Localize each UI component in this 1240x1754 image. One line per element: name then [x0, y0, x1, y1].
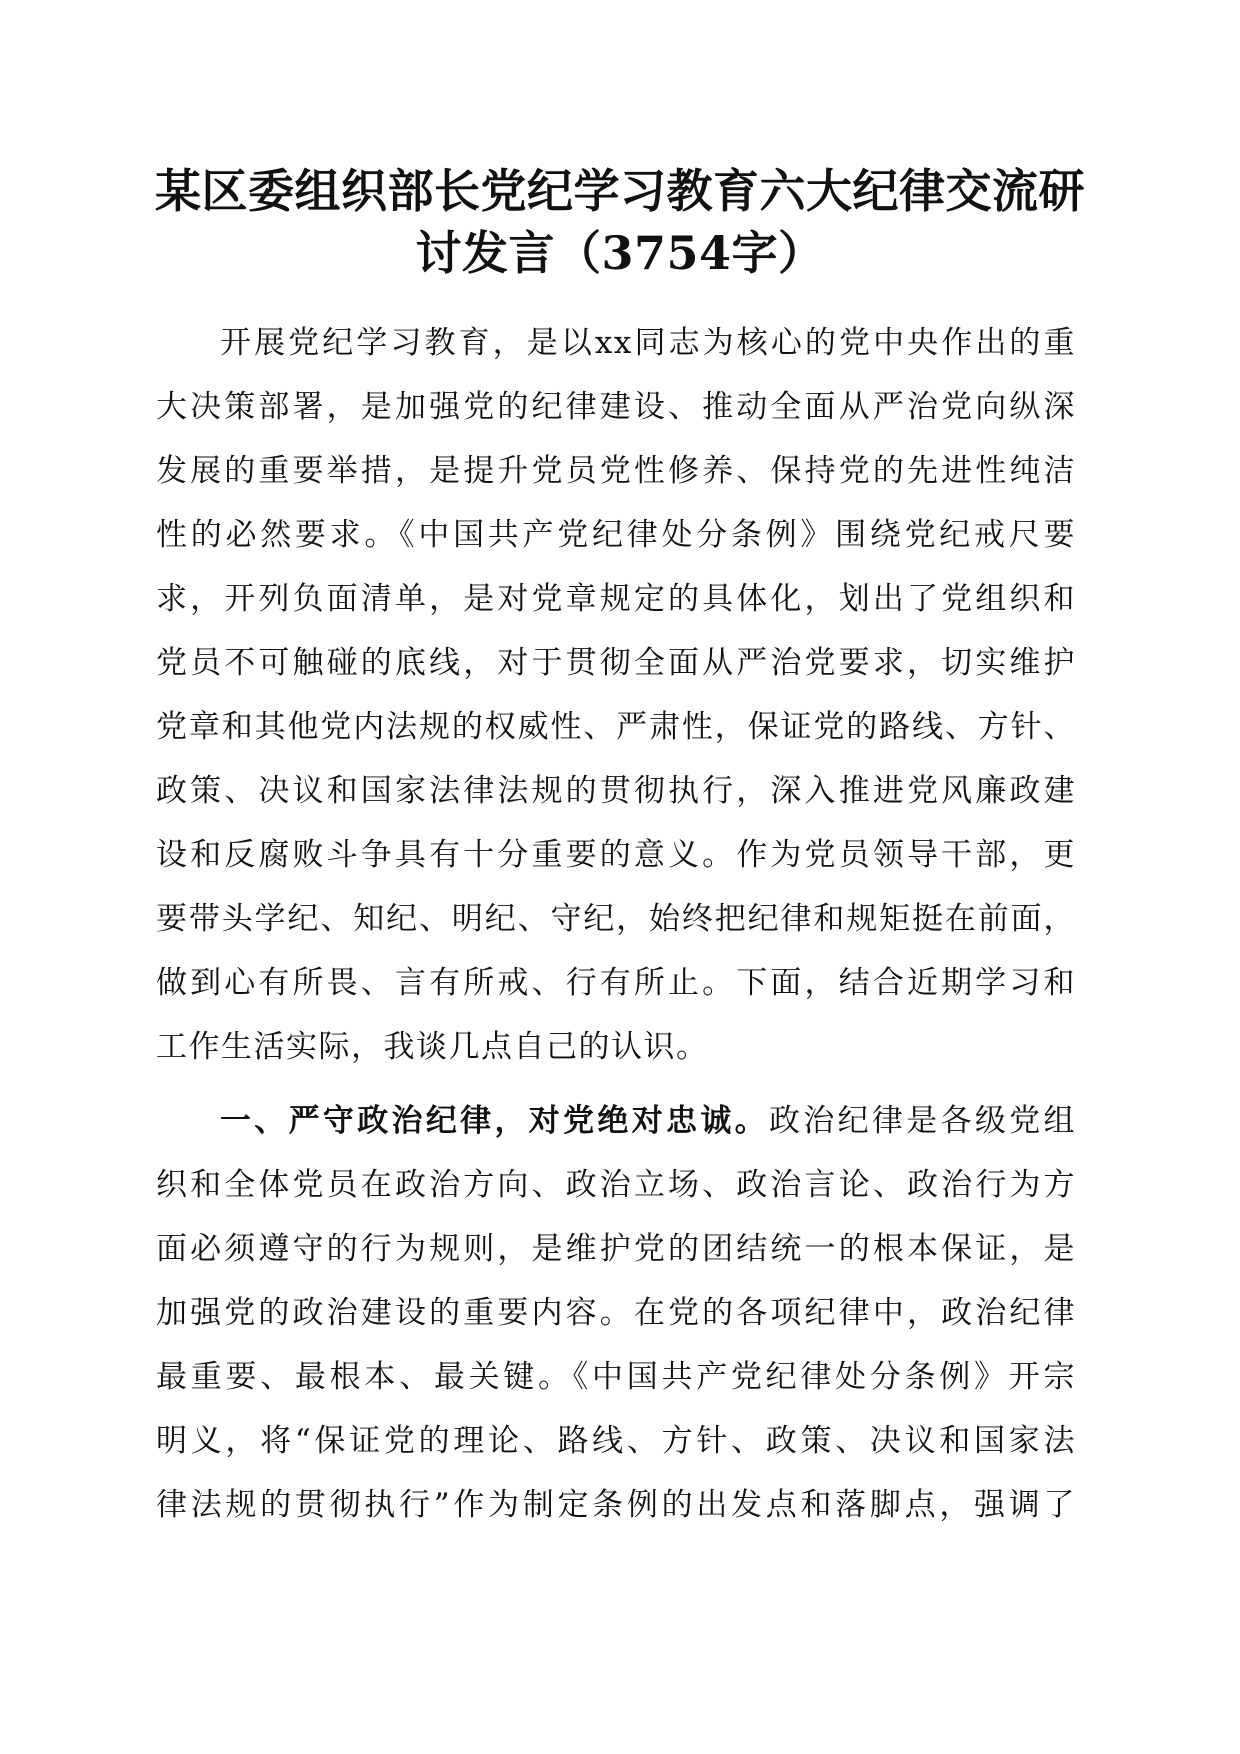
- text-line: 明义，将“保证党的理论、路线、方针、政策、决议和国家法: [156, 1423, 1076, 1459]
- document-title-line-2: 讨发言（3754字）: [415, 226, 825, 280]
- text-line: 织和全体党员在政治方向、政治立场、政治言论、政治行为方: [156, 1167, 1076, 1203]
- text-line: 面必须遵守的行为规则，是维护党的团结统一的根本保证，是: [156, 1231, 1076, 1267]
- section-1-first-line-rest: 政治纪律是各级党组: [769, 1103, 1076, 1139]
- paragraph-intro: [156, 311, 1076, 1079]
- paragraph-section-1: [156, 1089, 1076, 1537]
- text-line: 政策、决议和国家法律法规的贯彻执行，深入推进党风廉政建: [156, 773, 1076, 809]
- text-line: 发展的重要举措，是提升党员党性修养、保持党的先进性纯洁: [156, 453, 1076, 489]
- text-line: 工作生活实际，我谈几点自己的认识。: [156, 1029, 709, 1065]
- text-line: 加强党的政治建设的重要内容。在党的各项纪律中，政治纪律: [156, 1295, 1076, 1331]
- text-line: 性的必然要求。《中国共产党纪律处分条例》围绕党纪戒尺要: [156, 517, 1076, 553]
- text-line: 要带头学纪、知纪、明纪、守纪，始终把纪律和规矩挺在前面，: [156, 901, 1076, 937]
- text-line: 大决策部署，是加强党的纪律建设、推动全面从严治党向纵深: [156, 389, 1076, 425]
- text-line: 党章和其他党内法规的权威性、严肃性，保证党的路线、方针、: [156, 709, 1076, 745]
- text-line: 开展党纪学习教育，是以xx同志为核心的党中央作出的重: [220, 325, 1076, 361]
- text-line: 党员不可触碰的底线，对于贯彻全面从严治党要求，切实维护: [156, 645, 1076, 681]
- text-line: 求，开列负面清单，是对党章规定的具体化，划出了党组织和: [156, 581, 1076, 617]
- text-line: 做到心有所畏、言有所戒、行有所止。下面，结合近期学习和: [156, 965, 1076, 1001]
- document-body: [156, 311, 1076, 1537]
- text-line: 最重要、最根本、最关键。《中国共产党纪律处分条例》开宗: [156, 1359, 1076, 1395]
- text-line-with-heading: [156, 1089, 1076, 1153]
- text-line: 律法规的贯彻执行”作为制定条例的出发点和落脚点，强调了: [156, 1487, 1076, 1523]
- text-line: 设和反腐败斗争具有十分重要的意义。作为党员领导干部，更: [156, 837, 1076, 873]
- section-1-heading: 一、严守政治纪律，对党绝对忠诚。: [220, 1103, 769, 1139]
- document-title-line-1: 某区委组织部长党纪学习教育六大纪律交流研: [155, 164, 1085, 218]
